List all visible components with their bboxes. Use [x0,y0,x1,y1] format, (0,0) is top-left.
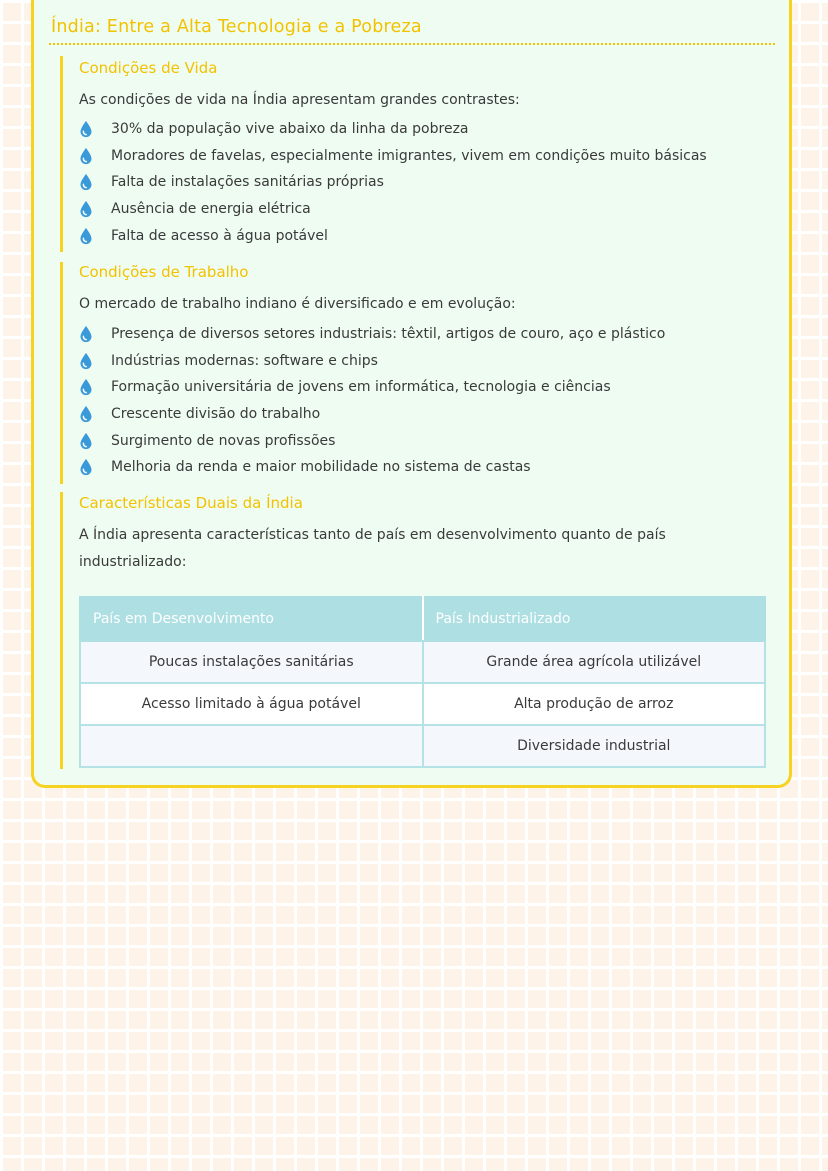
list-item [79,454,665,481]
bullet-list [79,321,665,481]
water-drop-icon [79,378,93,396]
list-item-text: Falta de acesso à água potável [111,227,328,244]
section-accent-bar [60,492,63,769]
column-header-developing: País em Desenvolvimento [80,597,423,641]
list-item-text: Melhoria da renda e maior mobilidade no sistema de castas [111,459,531,476]
list-item-text: 30% da população vive abaixo da linha da pobreza [111,121,469,138]
content-card [31,0,792,788]
title-divider [49,43,775,45]
water-drop-icon [79,458,93,476]
list-item [79,116,707,143]
table-row [80,641,765,683]
list-item-text: Crescente divisão do trabalho [111,406,321,423]
list-item [79,401,665,428]
water-drop-icon [79,432,93,450]
section-heading-condicoes-de-vida: Condições de Vida [79,59,218,77]
table-row [80,725,765,767]
bullet-list [79,116,707,249]
list-item-text: Falta de instalações sanitárias próprias [111,174,384,191]
list-item-text: Indústrias modernas: software e chips [111,352,378,369]
list-item-text: Formação universitária de jovens em informática, tecnologia e ciências [111,379,611,396]
water-drop-icon [79,147,93,165]
list-item [79,143,707,170]
water-drop-icon [79,200,93,218]
water-drop-icon [79,227,93,245]
list-item [79,222,707,249]
section-accent-bar [60,56,63,252]
table-row [80,683,765,725]
table-cell: Diversidade industrial [423,725,766,767]
list-item [79,348,665,375]
table-cell: Poucas instalações sanitárias [80,641,423,683]
table-cell: Acesso limitado à água potável [80,683,423,725]
section-intro: O mercado de trabalho indiano é diversificado e em evolução: [79,296,516,312]
water-drop-icon [79,352,93,370]
list-item-text: Surgimento de novas profissões [111,432,336,449]
list-item [79,374,665,401]
table-header-row [80,597,765,641]
table-cell: Grande área agrícola utilizável [423,641,766,683]
column-header-industrialized: País Industrializado [423,597,766,641]
list-item [79,321,665,348]
section-accent-bar [60,262,63,484]
table-cell: Alta produção de arroz [423,683,766,725]
section-intro: A Índia apresenta características tanto de país em desenvolvimento quanto de país industrializado: [79,527,666,570]
list-item-text: Ausência de energia elétrica [111,201,311,218]
water-drop-icon [79,173,93,191]
comparison-table [79,596,766,768]
list-item [79,196,707,223]
list-item [79,427,665,454]
table-cell [80,725,423,767]
section-heading-condicoes-de-trabalho: Condições de Trabalho [79,263,249,281]
page-title: Índia: Entre a Alta Tecnologia e a Pobreza [51,17,422,37]
list-item-text: Presença de diversos setores industriais: têxtil, artigos de couro, aço e plástico [111,326,666,343]
list-item-text: Moradores de favelas, especialmente imigrantes, vivem em condições muito básicas [111,147,707,164]
water-drop-icon [79,405,93,423]
list-item [79,169,707,196]
water-drop-icon [79,325,93,343]
section-intro: As condições de vida na Índia apresentam grandes contrastes: [79,92,520,108]
water-drop-icon [79,120,93,138]
section-heading-caracteristicas-duais: Características Duais da Índia [79,494,303,512]
